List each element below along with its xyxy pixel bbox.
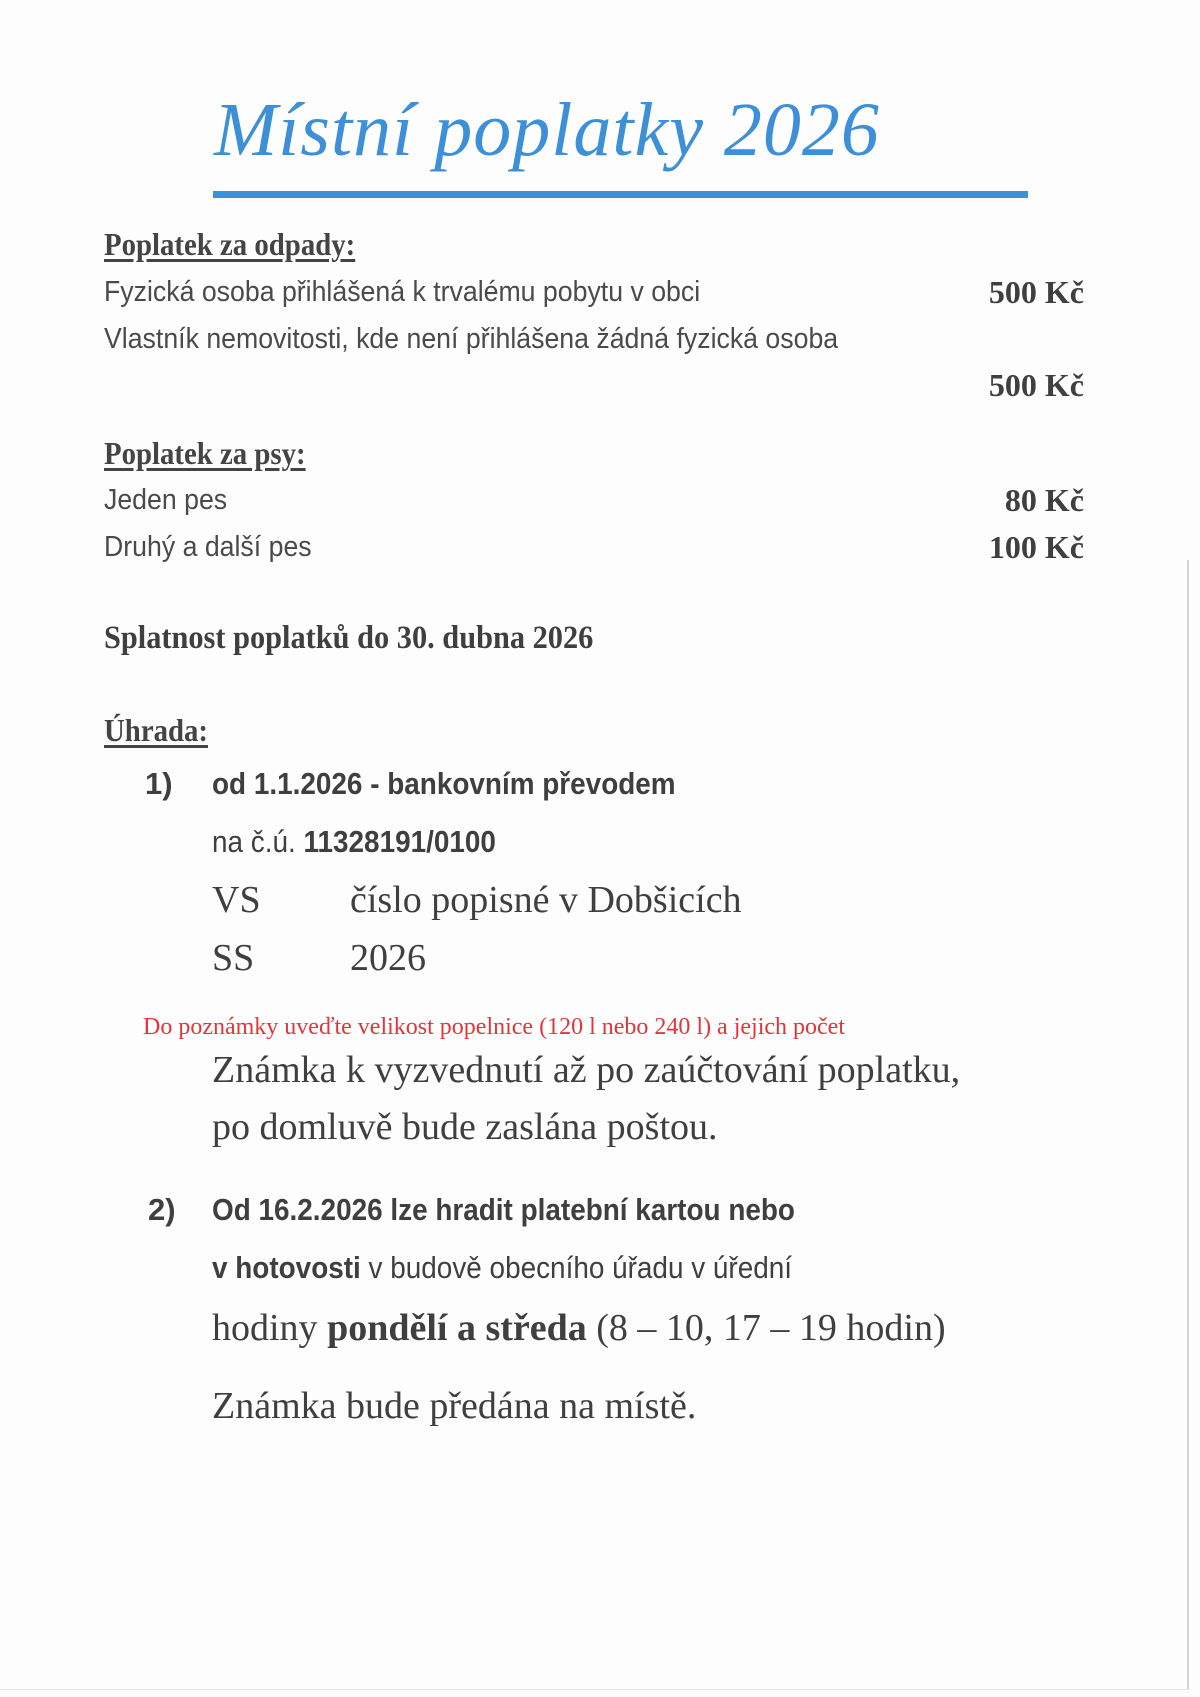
bank-account-line xyxy=(212,824,496,860)
fee-item-label: Jeden pes xyxy=(104,484,228,516)
fee-item-label: Fyzická osoba přihlášená k trvalému pobytu v obci xyxy=(104,276,701,308)
cash-label: v hotovosti xyxy=(212,1250,361,1285)
fee-item-price: 500 Kč xyxy=(988,274,1084,310)
vs-value: číslo popisné v Dobšicích xyxy=(350,879,742,921)
option1-line1: od 1.1.2026 - bankovním převodem xyxy=(212,766,676,801)
scan-edge-line xyxy=(1187,560,1189,1690)
option2-line1: Od 16.2.2026 lze hradit platební kartou nebo xyxy=(212,1192,795,1227)
fee-item-label: Druhý a další pes xyxy=(104,531,312,563)
office-days: pondělí a středa xyxy=(327,1307,587,1349)
option2-line2 xyxy=(212,1250,792,1286)
pickup-line2: po domluvě bude zaslána poštou. xyxy=(212,1106,718,1148)
pickup-line1: Známka k vyzvednutí až po zaúčtování poplatku, xyxy=(212,1049,961,1091)
vs-label: VS xyxy=(212,879,261,921)
fee-item-price: 100 Kč xyxy=(988,529,1084,565)
ss-value: 2026 xyxy=(350,937,426,979)
fee-item-price: 80 Kč xyxy=(1004,482,1084,518)
account-prefix: na č.ú. xyxy=(212,824,296,859)
fee-item-label: Vlastník nemovitosti, kde není přihlášena žádná fyzická osoba xyxy=(104,323,839,355)
section-heading-dogs: Poplatek za psy: xyxy=(104,435,306,471)
option-number: 1) xyxy=(145,766,173,801)
section-heading-payment: Úhrada: xyxy=(104,712,209,748)
office-hours: (8 – 10, 17 – 19 hodin) xyxy=(586,1307,946,1349)
title-underline xyxy=(213,191,1028,198)
due-date: Splatnost poplatků do 30. dubna 2026 xyxy=(104,620,594,656)
account-number: 11328191/0100 xyxy=(303,824,496,859)
ss-label: SS xyxy=(212,937,255,979)
fee-item-price: 500 Kč xyxy=(988,367,1084,403)
handover-note: Známka bude předána na místě. xyxy=(212,1385,697,1427)
payment-note: Do poznámky uveďte velikost popelnice (120 l nebo 240 l) a jejich počet xyxy=(143,1014,845,1040)
office-hours-line xyxy=(212,1306,946,1350)
hours-prefix: hodiny xyxy=(212,1307,328,1349)
section-heading-waste: Poplatek za odpady: xyxy=(104,226,356,262)
location-text: v budově obecního úřadu v úřední xyxy=(360,1250,793,1285)
scan-edge-line-bottom xyxy=(0,1689,1190,1690)
option-number: 2) xyxy=(148,1192,176,1227)
page-title: Místní poplatky 2026 xyxy=(214,88,880,172)
